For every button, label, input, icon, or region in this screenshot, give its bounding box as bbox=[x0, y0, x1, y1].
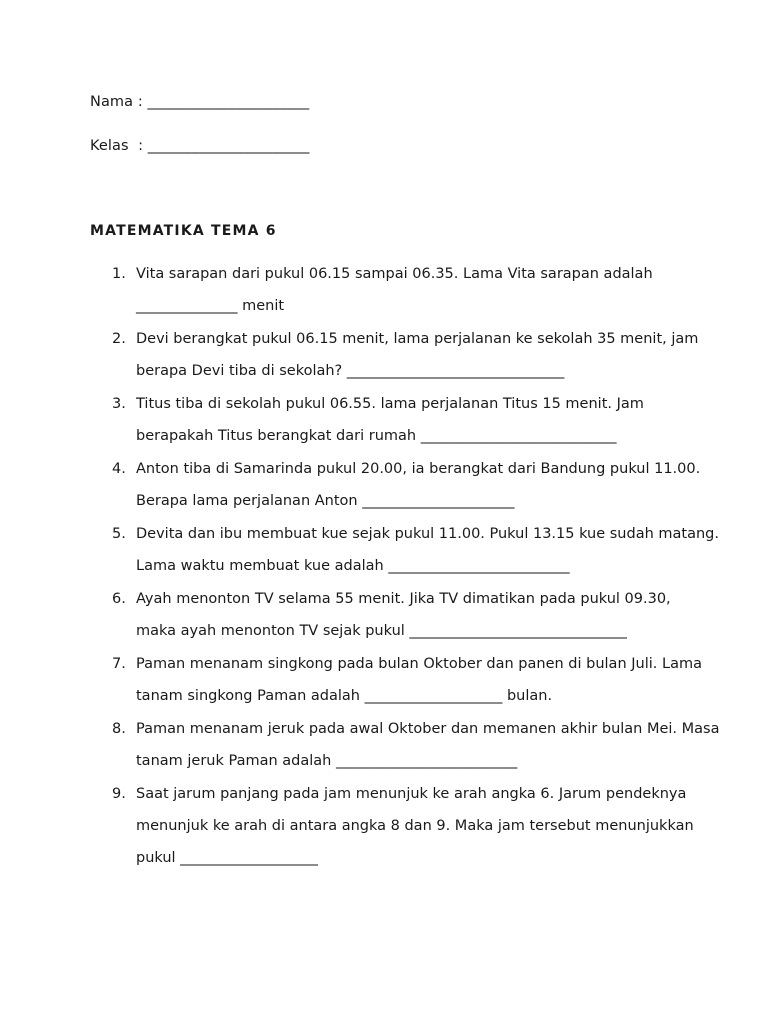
question-1 bbox=[0, 262, 768, 327]
question-number: 1. bbox=[112, 266, 126, 282]
question-number: 4. bbox=[112, 461, 126, 477]
question-text: maka ayah menonton TV sejak pukul ______________________________ bbox=[136, 623, 627, 639]
question-text: berapakah Titus berangkat dari rumah ___________________________ bbox=[136, 428, 617, 444]
question-number: 7. bbox=[112, 656, 126, 672]
question-6 bbox=[0, 587, 768, 652]
question-text: Titus tiba di sekolah pukul 06.55. lama perjalanan Titus 15 menit. Jam bbox=[136, 396, 644, 412]
class-field: Kelas : ______________________ bbox=[90, 138, 310, 154]
question-text: Anton tiba di Samarinda pukul 20.00, ia berangkat dari Bandung pukul 11.00. bbox=[136, 461, 701, 477]
question-text: Lama waktu membuat kue adalah _________________________ bbox=[136, 558, 570, 574]
question-4 bbox=[0, 457, 768, 522]
worksheet-title: MATEMATIKA TEMA 6 bbox=[90, 223, 277, 239]
question-number: 8. bbox=[112, 721, 126, 737]
question-list bbox=[0, 262, 768, 866]
question-number: 5. bbox=[112, 526, 126, 542]
question-text: tanam singkong Paman adalah ___________________ bulan. bbox=[136, 688, 553, 704]
name-field: Nama : ______________________ bbox=[90, 94, 310, 110]
question-number: 9. bbox=[112, 786, 126, 802]
question-7 bbox=[0, 652, 768, 717]
question-text: Berapa lama perjalanan Anton _____________________ bbox=[136, 493, 515, 509]
question-text: ______________ menit bbox=[136, 298, 285, 314]
question-text: Paman menanam singkong pada bulan Oktober dan panen di bulan Juli. Lama bbox=[136, 656, 702, 672]
question-3 bbox=[0, 392, 768, 457]
question-text: Paman menanam jeruk pada awal Oktober dan memanen akhir bulan Mei. Masa bbox=[136, 721, 720, 737]
question-text: Ayah menonton TV selama 55 menit. Jika TV dimatikan pada pukul 09.30, bbox=[136, 591, 671, 607]
question-5 bbox=[0, 522, 768, 587]
question-text: menunjuk ke arah di antara angka 8 dan 9. Maka jam tersebut menunjukkan bbox=[136, 818, 694, 834]
question-2 bbox=[0, 327, 768, 392]
question-text: Devi berangkat pukul 06.15 menit, lama perjalanan ke sekolah 35 menit, jam bbox=[136, 331, 699, 347]
question-number: 3. bbox=[112, 396, 126, 412]
question-text: berapa Devi tiba di sekolah? ______________________________ bbox=[136, 363, 565, 379]
question-number: 2. bbox=[112, 331, 126, 347]
question-text: Devita dan ibu membuat kue sejak pukul 11.00. Pukul 13.15 kue sudah matang. bbox=[136, 526, 719, 542]
question-text: pukul ___________________ bbox=[136, 850, 318, 866]
question-9 bbox=[0, 782, 768, 866]
question-number: 6. bbox=[112, 591, 126, 607]
question-text: Saat jarum panjang pada jam menunjuk ke arah angka 6. Jarum pendeknya bbox=[136, 786, 687, 802]
question-text: Vita sarapan dari pukul 06.15 sampai 06.35. Lama Vita sarapan adalah bbox=[136, 266, 653, 282]
question-8 bbox=[0, 717, 768, 782]
question-text: tanam jeruk Paman adalah _________________________ bbox=[136, 753, 518, 769]
